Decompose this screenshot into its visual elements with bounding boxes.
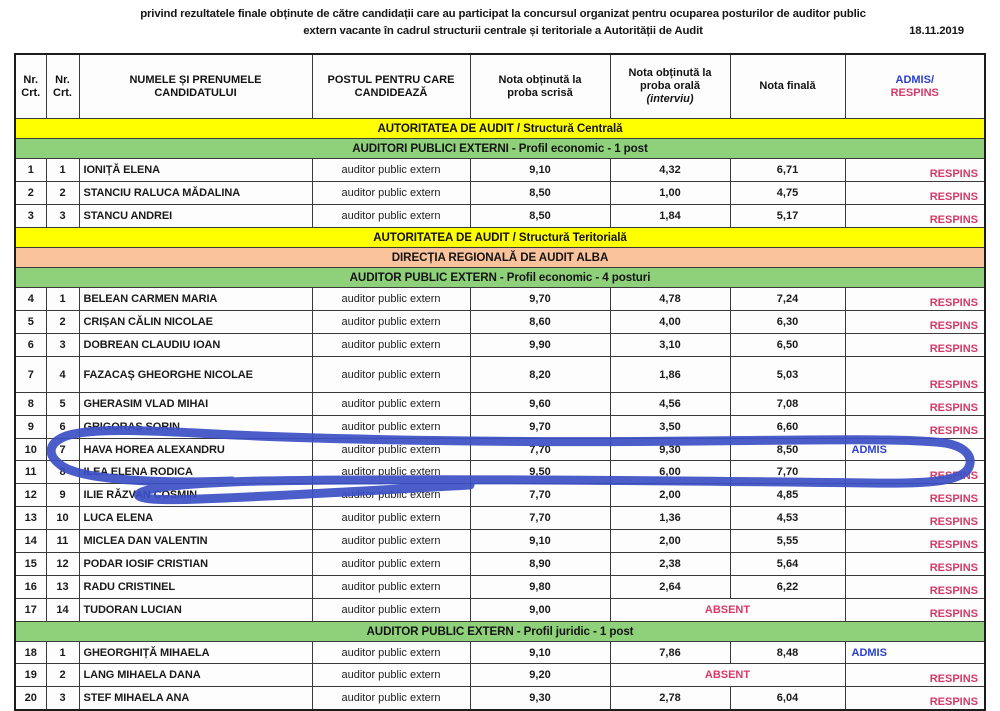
cell-nr-crt-local: 4 (46, 357, 79, 393)
cell-final-score: 7,08 (730, 393, 845, 416)
section-band-label: AUDITORI PUBLICI EXTERNI - Profil economic - 1 post (15, 139, 985, 159)
cell-nr-crt-local: 12 (46, 553, 79, 576)
cell-candidate-name: FAZACAȘ GHEORGHE NICOLAE (79, 357, 312, 393)
cell-written-score: 9,60 (470, 393, 610, 416)
cell-nr-crt-global: 4 (15, 288, 46, 311)
cell-nr-crt-global: 3 (15, 205, 46, 228)
col-header-nr-crt-global (15, 54, 46, 119)
section-band-row (15, 622, 985, 642)
cell-position: auditor public extern (312, 439, 470, 461)
table-row[interactable] (15, 439, 985, 461)
cell-oral-score: 1,84 (610, 205, 730, 228)
cell-final-score: 4,85 (730, 484, 845, 507)
section-band-row (15, 119, 985, 139)
cell-candidate-name: BELEAN CARMEN MARIA (79, 288, 312, 311)
cell-final-score: 5,64 (730, 553, 845, 576)
cell-candidate-name: HAVA HOREA ALEXANDRU (79, 439, 312, 461)
cell-oral-score: 9,30 (610, 439, 730, 461)
cell-nr-crt-global: 18 (15, 642, 46, 664)
cell-position: auditor public extern (312, 357, 470, 393)
cell-oral-score: 1,00 (610, 182, 730, 205)
table-row[interactable] (15, 416, 985, 439)
cell-result-respins: RESPINS (845, 530, 985, 553)
table-row[interactable] (15, 393, 985, 416)
cell-candidate-name: GHERASIM VLAD MIHAI (79, 393, 312, 416)
cell-candidate-name: DOBREAN CLAUDIU IOAN (79, 334, 312, 357)
cell-nr-crt-local: 8 (46, 461, 79, 484)
cell-result-respins: RESPINS (845, 461, 985, 484)
cell-position: auditor public extern (312, 182, 470, 205)
table-row[interactable] (15, 642, 985, 664)
cell-oral-score: 2,64 (610, 576, 730, 599)
cell-nr-crt-global: 1 (15, 159, 46, 182)
section-band-label: AUDITOR PUBLIC EXTERN - Profil economic - 4 posturi (15, 268, 985, 288)
col-header-text: proba scrisă (507, 86, 573, 99)
col-header-position (312, 54, 470, 119)
cell-final-score: 8,50 (730, 439, 845, 461)
col-header-text: Nota finală (759, 80, 816, 92)
cell-result-respins: RESPINS (845, 484, 985, 507)
cell-oral-score: 4,56 (610, 393, 730, 416)
cell-candidate-name: GRIGORAȘ SORIN (79, 416, 312, 439)
col-header-text: Crt. (21, 86, 41, 99)
cell-written-score: 9,80 (470, 576, 610, 599)
cell-written-score: 9,90 (470, 334, 610, 357)
cell-final-score: 8,48 (730, 642, 845, 664)
header-date: 18.11.2019 (909, 25, 964, 37)
col-header-text: Nr. (23, 73, 39, 86)
cell-result-respins: RESPINS (845, 205, 985, 228)
cell-nr-crt-global: 15 (15, 553, 46, 576)
cell-final-score: 7,24 (730, 288, 845, 311)
cell-nr-crt-local: 1 (46, 288, 79, 311)
cell-position: auditor public extern (312, 484, 470, 507)
cell-nr-crt-global: 5 (15, 311, 46, 334)
section-band-row (15, 248, 985, 268)
document-header (0, 0, 1000, 42)
cell-result-admis: ADMIS (845, 439, 985, 461)
results-table (14, 53, 986, 711)
cell-final-score: 7,70 (730, 461, 845, 484)
cell-absent-status: ABSENT (610, 599, 845, 622)
cell-result-respins: RESPINS (845, 553, 985, 576)
cell-written-score: 9,10 (470, 642, 610, 664)
cell-result-respins: RESPINS (845, 507, 985, 530)
col-header-written-score (470, 54, 610, 119)
cell-candidate-name: STANCIU RALUCA MĂDALINA (79, 182, 312, 205)
table-row[interactable] (15, 205, 985, 228)
cell-nr-crt-local: 3 (46, 205, 79, 228)
cell-position: auditor public extern (312, 416, 470, 439)
cell-oral-score: 6,00 (610, 461, 730, 484)
section-band-label: DIRECȚIA REGIONALĂ DE AUDIT ALBA (15, 248, 985, 268)
col-header-text: proba orală (640, 80, 700, 92)
section-band-label: AUTORITATEA DE AUDIT / Structură Teritorială (15, 228, 985, 248)
table-row[interactable] (15, 159, 985, 182)
cell-nr-crt-local: 3 (46, 687, 79, 711)
cell-nr-crt-local: 10 (46, 507, 79, 530)
cell-nr-crt-local: 9 (46, 484, 79, 507)
cell-nr-crt-local: 5 (46, 393, 79, 416)
cell-result-respins: RESPINS (845, 357, 985, 393)
cell-position: auditor public extern (312, 507, 470, 530)
cell-position: auditor public extern (312, 393, 470, 416)
section-band-row (15, 139, 985, 159)
cell-written-score: 8,50 (470, 182, 610, 205)
table-row[interactable] (15, 288, 985, 311)
cell-candidate-name: ILIE RĂZVAN COSMIN (79, 484, 312, 507)
header-line-2-row (20, 23, 986, 40)
cell-nr-crt-local: 3 (46, 334, 79, 357)
cell-candidate-name: LUCA ELENA (79, 507, 312, 530)
cell-oral-score: 3,10 (610, 334, 730, 357)
cell-result-respins: RESPINS (845, 664, 985, 687)
results-table-container (14, 53, 986, 711)
col-header-respins-text: RESPINS (890, 86, 939, 99)
cell-candidate-name: LANG MIHAELA DANA (79, 664, 312, 687)
col-header-admis-text: ADMIS/ (895, 73, 934, 86)
section-band-label: AUTORITATEA DE AUDIT / Structură Centrală (15, 119, 985, 139)
cell-result-respins: RESPINS (845, 159, 985, 182)
cell-written-score: 9,50 (470, 461, 610, 484)
cell-final-score: 4,75 (730, 182, 845, 205)
cell-nr-crt-global: 8 (15, 393, 46, 416)
header-line-1: privind rezultatele finale obținute de către candidații care au participat la concursul organizat pentru ocuparea posturilor de auditor public (140, 8, 866, 20)
cell-candidate-name: IONIȚĂ ELENA (79, 159, 312, 182)
cell-position: auditor public extern (312, 159, 470, 182)
cell-final-score: 6,60 (730, 416, 845, 439)
cell-final-score: 6,22 (730, 576, 845, 599)
cell-nr-crt-global: 13 (15, 507, 46, 530)
cell-written-score: 7,70 (470, 439, 610, 461)
cell-nr-crt-local: 2 (46, 182, 79, 205)
cell-position: auditor public extern (312, 334, 470, 357)
cell-position: auditor public extern (312, 599, 470, 622)
cell-nr-crt-global: 14 (15, 530, 46, 553)
col-header-final-score (730, 54, 845, 119)
table-row[interactable] (15, 334, 985, 357)
cell-written-score: 8,50 (470, 205, 610, 228)
col-header-text: Nota obținută la (498, 73, 582, 86)
cell-nr-crt-local: 2 (46, 664, 79, 687)
cell-written-score: 9,30 (470, 687, 610, 711)
table-row[interactable] (15, 461, 985, 484)
cell-nr-crt-local: 13 (46, 576, 79, 599)
col-header-text: POSTUL PENTRU CARE (327, 73, 455, 86)
cell-nr-crt-global: 19 (15, 664, 46, 687)
cell-position: auditor public extern (312, 576, 470, 599)
section-band-row (15, 268, 985, 288)
cell-oral-score: 2,38 (610, 553, 730, 576)
cell-candidate-name: ILEA ELENA RODICA (79, 461, 312, 484)
cell-position: auditor public extern (312, 530, 470, 553)
cell-oral-score: 3,50 (610, 416, 730, 439)
cell-final-score: 6,50 (730, 334, 845, 357)
cell-position: auditor public extern (312, 687, 470, 711)
cell-nr-crt-global: 17 (15, 599, 46, 622)
cell-written-score: 7,70 (470, 484, 610, 507)
cell-nr-crt-local: 1 (46, 159, 79, 182)
cell-oral-score: 4,32 (610, 159, 730, 182)
table-body (15, 119, 985, 711)
col-header-candidate-name (79, 54, 312, 119)
header-line-2: extern vacante în cadrul structurii centrale și teritoriale a Autorității de Audit (303, 25, 703, 37)
cell-position: auditor public extern (312, 642, 470, 664)
cell-position: auditor public extern (312, 664, 470, 687)
header-row (15, 54, 985, 119)
cell-result-respins: RESPINS (845, 599, 985, 622)
cell-nr-crt-local: 11 (46, 530, 79, 553)
col-header-text: Nota obținută la (628, 67, 712, 79)
table-row[interactable] (15, 357, 985, 393)
cell-written-score: 9,70 (470, 288, 610, 311)
cell-oral-score: 1,86 (610, 357, 730, 393)
cell-candidate-name: TUDORAN LUCIAN (79, 599, 312, 622)
cell-result-respins: RESPINS (845, 288, 985, 311)
col-header-nr-crt-local (46, 54, 79, 119)
cell-position: auditor public extern (312, 311, 470, 334)
cell-nr-crt-global: 9 (15, 416, 46, 439)
cell-result-respins: RESPINS (845, 393, 985, 416)
cell-final-score: 6,30 (730, 311, 845, 334)
cell-nr-crt-global: 10 (15, 439, 46, 461)
cell-written-score: 9,10 (470, 159, 610, 182)
cell-final-score: 4,53 (730, 507, 845, 530)
cell-candidate-name: RADU CRISTINEL (79, 576, 312, 599)
cell-absent-status: ABSENT (610, 664, 845, 687)
cell-candidate-name: PODAR IOSIF CRISTIAN (79, 553, 312, 576)
cell-nr-crt-global: 16 (15, 576, 46, 599)
cell-oral-score: 1,36 (610, 507, 730, 530)
cell-nr-crt-global: 11 (15, 461, 46, 484)
cell-nr-crt-global: 2 (15, 182, 46, 205)
cell-nr-crt-global: 20 (15, 687, 46, 711)
col-header-text: NUMELE ȘI PRENUMELE (129, 73, 262, 86)
cell-written-score: 9,10 (470, 530, 610, 553)
cell-result-respins: RESPINS (845, 182, 985, 205)
cell-written-score: 8,60 (470, 311, 610, 334)
cell-written-score: 9,20 (470, 664, 610, 687)
cell-final-score: 6,04 (730, 687, 845, 711)
cell-result-respins: RESPINS (845, 311, 985, 334)
cell-oral-score: 2,00 (610, 484, 730, 507)
cell-result-respins: RESPINS (845, 576, 985, 599)
cell-oral-score: 2,00 (610, 530, 730, 553)
cell-nr-crt-local: 2 (46, 311, 79, 334)
cell-written-score: 8,90 (470, 553, 610, 576)
table-row[interactable] (15, 311, 985, 334)
col-header-text: Crt. (53, 86, 72, 99)
cell-nr-crt-local: 14 (46, 599, 79, 622)
table-row[interactable] (15, 553, 985, 576)
table-row[interactable] (15, 599, 985, 622)
cell-position: auditor public extern (312, 553, 470, 576)
col-header-oral-score (610, 54, 730, 119)
cell-position: auditor public extern (312, 205, 470, 228)
cell-final-score: 5,03 (730, 357, 845, 393)
cell-final-score: 5,55 (730, 530, 845, 553)
cell-oral-score: 4,78 (610, 288, 730, 311)
table-row[interactable] (15, 530, 985, 553)
table-row[interactable] (15, 484, 985, 507)
cell-result-respins: RESPINS (845, 416, 985, 439)
cell-written-score: 8,20 (470, 357, 610, 393)
cell-final-score: 6,71 (730, 159, 845, 182)
cell-nr-crt-local: 6 (46, 416, 79, 439)
cell-position: auditor public extern (312, 461, 470, 484)
cell-result-respins: RESPINS (845, 334, 985, 357)
cell-written-score: 9,00 (470, 599, 610, 622)
cell-position: auditor public extern (312, 288, 470, 311)
col-header-result (845, 54, 985, 119)
cell-final-score: 5,17 (730, 205, 845, 228)
col-header-text-italic: (interviu) (646, 93, 694, 105)
cell-nr-crt-global: 12 (15, 484, 46, 507)
cell-candidate-name: CRIȘAN CĂLIN NICOLAE (79, 311, 312, 334)
cell-oral-score: 2,78 (610, 687, 730, 711)
cell-result-respins: RESPINS (845, 687, 985, 711)
col-header-text: CANDIDATULUI (154, 86, 237, 99)
table-row[interactable] (15, 576, 985, 599)
section-band-label: AUDITOR PUBLIC EXTERN - Profil juridic - 1 post (15, 622, 985, 642)
cell-written-score: 9,70 (470, 416, 610, 439)
col-header-text: CANDIDEAZĂ (354, 86, 428, 99)
cell-candidate-name: STEF MIHAELA ANA (79, 687, 312, 711)
cell-result-admis: ADMIS (845, 642, 985, 664)
cell-written-score: 7,70 (470, 507, 610, 530)
cell-nr-crt-local: 7 (46, 439, 79, 461)
col-header-text: Nr. (55, 73, 70, 86)
cell-nr-crt-local: 1 (46, 642, 79, 664)
cell-oral-score: 7,86 (610, 642, 730, 664)
table-row[interactable] (15, 182, 985, 205)
table-row[interactable] (15, 664, 985, 687)
cell-oral-score: 4,00 (610, 311, 730, 334)
cell-candidate-name: STANCU ANDREI (79, 205, 312, 228)
table-row[interactable] (15, 507, 985, 530)
cell-candidate-name: GHEORGHIȚĂ MIHAELA (79, 642, 312, 664)
cell-candidate-name: MICLEA DAN VALENTIN (79, 530, 312, 553)
cell-nr-crt-global: 7 (15, 357, 46, 393)
table-row[interactable] (15, 687, 985, 711)
section-band-row (15, 228, 985, 248)
table-head (15, 54, 985, 119)
cell-nr-crt-global: 6 (15, 334, 46, 357)
